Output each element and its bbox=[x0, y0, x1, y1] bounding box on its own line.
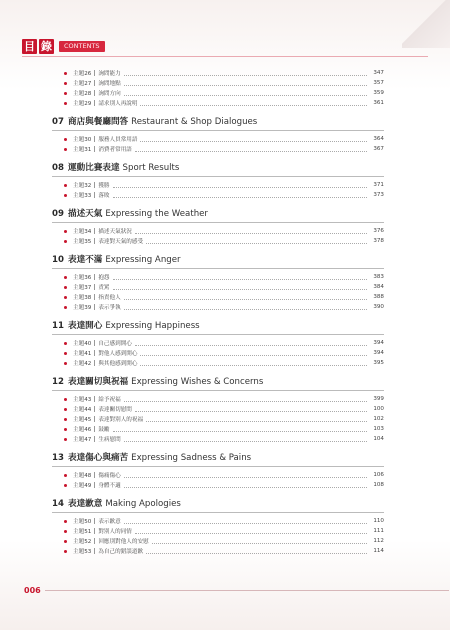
entry-page: 104 bbox=[373, 436, 384, 442]
entry-separator bbox=[94, 294, 95, 300]
dot-leader bbox=[113, 183, 367, 188]
toc-section bbox=[52, 319, 384, 368]
section-title-en: Expressing Sadness & Pains bbox=[131, 453, 252, 463]
entry-separator bbox=[94, 406, 95, 412]
toc-entry[interactable] bbox=[62, 338, 384, 348]
entry-unit: 主題37 bbox=[73, 285, 92, 291]
entry-unit: 主題35 bbox=[73, 239, 92, 245]
dot-leader bbox=[124, 437, 367, 442]
dot-leader bbox=[146, 549, 367, 554]
bullet-icon bbox=[64, 72, 67, 75]
entry-title: 為自己的錯誤道歉 bbox=[98, 549, 144, 555]
toc-entry[interactable] bbox=[62, 144, 384, 154]
dot-leader bbox=[146, 239, 367, 244]
entry-separator bbox=[94, 228, 95, 234]
dot-leader bbox=[135, 407, 367, 412]
entry-separator bbox=[94, 136, 95, 142]
entry-separator bbox=[94, 80, 95, 86]
table-of-contents bbox=[52, 68, 384, 563]
entry-page: 112 bbox=[373, 538, 384, 544]
entry-title: 對別人的同情 bbox=[98, 529, 132, 535]
page-number: 006 bbox=[24, 586, 41, 595]
entry-separator bbox=[94, 436, 95, 442]
section-title bbox=[52, 375, 384, 391]
section-title-en: Sport Results bbox=[122, 163, 180, 173]
entry-unit: 主題26 bbox=[73, 71, 92, 77]
bullet-icon bbox=[64, 474, 67, 477]
entry-unit: 主題44 bbox=[73, 407, 92, 413]
entry-page: 373 bbox=[373, 192, 384, 198]
entry-separator bbox=[94, 192, 95, 198]
toc-entry[interactable] bbox=[62, 414, 384, 424]
entry-unit: 主題49 bbox=[73, 483, 92, 489]
entry-separator bbox=[94, 304, 95, 310]
dot-leader bbox=[140, 101, 367, 106]
entry-unit: 主題52 bbox=[73, 539, 92, 545]
entry-unit: 主題32 bbox=[73, 183, 92, 189]
entry-page: 106 bbox=[373, 472, 384, 478]
header-title-char-1: 目 bbox=[24, 39, 35, 53]
entry-title: 表達關切慰問 bbox=[98, 407, 132, 413]
toc-entry[interactable] bbox=[62, 434, 384, 444]
section-title-en: Making Apologies bbox=[105, 499, 181, 509]
entry-unit: 主題41 bbox=[73, 351, 92, 357]
entry-unit: 主題43 bbox=[73, 397, 92, 403]
dot-leader bbox=[113, 193, 367, 198]
entry-title: 詢問能力 bbox=[98, 71, 121, 77]
bullet-icon bbox=[64, 540, 67, 543]
entry-page: 388 bbox=[373, 294, 384, 300]
entry-page: 384 bbox=[373, 284, 384, 290]
entry-title: 傷痛傷心 bbox=[98, 473, 121, 479]
entry-page: 361 bbox=[373, 100, 384, 106]
entry-title: 詢問方向 bbox=[98, 91, 121, 97]
dot-leader bbox=[124, 71, 367, 76]
bullet-icon bbox=[64, 362, 67, 365]
entry-title: 落敗 bbox=[98, 193, 110, 199]
entry-page: 102 bbox=[373, 416, 384, 422]
bullet-icon bbox=[64, 148, 67, 151]
entry-page: 390 bbox=[373, 304, 384, 310]
section-title-zh: 表達傷心與痛苦 bbox=[67, 453, 129, 463]
entry-unit: 主題28 bbox=[73, 91, 92, 97]
toc-entry[interactable] bbox=[62, 480, 384, 490]
dot-leader bbox=[140, 351, 367, 356]
toc-entry[interactable] bbox=[62, 358, 384, 368]
toc-entry[interactable] bbox=[62, 226, 384, 236]
section-title-zh: 描述天氣 bbox=[67, 209, 103, 219]
dot-leader bbox=[152, 539, 367, 544]
section-title bbox=[52, 161, 384, 177]
section-title bbox=[52, 207, 384, 223]
page-header bbox=[22, 38, 105, 54]
entry-title: 服務人員常用語 bbox=[98, 137, 138, 143]
entry-separator bbox=[94, 482, 95, 488]
entry-page: 111 bbox=[373, 528, 384, 534]
dot-leader bbox=[124, 305, 367, 310]
section-title bbox=[52, 253, 384, 269]
entry-title: 描述天氣狀況 bbox=[98, 229, 132, 235]
entry-title: 給予祝福 bbox=[98, 397, 121, 403]
bullet-icon bbox=[64, 184, 67, 187]
dot-leader bbox=[135, 529, 367, 534]
entry-separator bbox=[94, 146, 95, 152]
entry-page: 108 bbox=[373, 482, 384, 488]
toc-entry[interactable] bbox=[62, 282, 384, 292]
section-number: 11 bbox=[52, 321, 64, 331]
section-title-zh: 商店與餐廳問答 bbox=[67, 117, 129, 127]
dot-leader bbox=[135, 229, 367, 234]
entry-separator bbox=[94, 238, 95, 244]
entry-separator bbox=[94, 396, 95, 402]
bullet-icon bbox=[64, 92, 67, 95]
section-title bbox=[52, 115, 384, 131]
entry-unit: 主題47 bbox=[73, 437, 92, 443]
section-number: 10 bbox=[52, 255, 64, 265]
entry-page: 383 bbox=[373, 274, 384, 280]
dot-leader bbox=[124, 519, 367, 524]
entry-page: 103 bbox=[373, 426, 384, 432]
dot-leader bbox=[124, 295, 367, 300]
entry-separator bbox=[94, 340, 95, 346]
toc-entry[interactable] bbox=[62, 134, 384, 144]
toc-section bbox=[52, 115, 384, 154]
toc-entry[interactable] bbox=[62, 180, 384, 190]
bullet-icon bbox=[64, 138, 67, 141]
entry-title: 獲勝 bbox=[98, 183, 110, 189]
toc-section bbox=[62, 68, 384, 108]
section-title-en: Expressing Wishes & Concerns bbox=[131, 377, 264, 387]
entry-page: 359 bbox=[373, 90, 384, 96]
entry-separator bbox=[94, 426, 95, 432]
entry-title: 責罵 bbox=[98, 285, 110, 291]
entry-separator bbox=[94, 360, 95, 366]
entry-separator bbox=[94, 100, 95, 106]
entry-page: 394 bbox=[373, 350, 384, 356]
bullet-icon bbox=[64, 520, 67, 523]
entry-separator bbox=[94, 274, 95, 280]
bullet-icon bbox=[64, 240, 67, 243]
toc-section bbox=[52, 253, 384, 312]
entry-page: 357 bbox=[373, 80, 384, 86]
bullet-icon bbox=[64, 82, 67, 85]
entry-separator bbox=[94, 284, 95, 290]
entry-title: 表示爭執 bbox=[98, 305, 121, 311]
entry-page: 376 bbox=[373, 228, 384, 234]
header-tag: CONTENTS bbox=[59, 41, 105, 52]
entry-title: 表示歉意 bbox=[98, 519, 121, 525]
entry-title: 指責他人 bbox=[98, 295, 121, 301]
entry-title: 自己感到開心 bbox=[98, 341, 132, 347]
dot-leader bbox=[140, 137, 367, 142]
page-corner-decoration bbox=[402, 0, 450, 48]
bullet-icon bbox=[64, 276, 67, 279]
entry-unit: 主題46 bbox=[73, 427, 92, 433]
section-number: 13 bbox=[52, 453, 64, 463]
header-rule bbox=[22, 56, 428, 57]
entry-unit: 主題33 bbox=[73, 193, 92, 199]
dot-leader bbox=[135, 341, 367, 346]
bullet-icon bbox=[64, 286, 67, 289]
section-title-en: Expressing the Weather bbox=[105, 209, 208, 219]
bullet-icon bbox=[64, 102, 67, 105]
entry-unit: 主題48 bbox=[73, 473, 92, 479]
section-number: 08 bbox=[52, 163, 64, 173]
section-number: 07 bbox=[52, 117, 64, 127]
toc-section bbox=[52, 161, 384, 200]
toc-entry[interactable] bbox=[62, 394, 384, 404]
entry-separator bbox=[94, 416, 95, 422]
entry-unit: 主題40 bbox=[73, 341, 92, 347]
section-number: 14 bbox=[52, 499, 64, 509]
toc-section bbox=[52, 375, 384, 444]
toc-entry[interactable] bbox=[62, 526, 384, 536]
entry-unit: 主題53 bbox=[73, 549, 92, 555]
entry-unit: 主題30 bbox=[73, 137, 92, 143]
entry-unit: 主題34 bbox=[73, 229, 92, 235]
section-title-zh: 表達開心 bbox=[67, 321, 103, 331]
entry-separator bbox=[94, 90, 95, 96]
entry-page: 395 bbox=[373, 360, 384, 366]
entry-page: 399 bbox=[373, 396, 384, 402]
section-title-en: Expressing Happiness bbox=[105, 321, 200, 331]
section-title-zh: 運動比賽表達 bbox=[67, 163, 120, 173]
entry-page: 100 bbox=[373, 406, 384, 412]
dot-leader bbox=[113, 285, 367, 290]
toc-entry[interactable] bbox=[62, 78, 384, 88]
dot-leader bbox=[113, 427, 367, 432]
toc-entry[interactable] bbox=[62, 470, 384, 480]
bullet-icon bbox=[64, 550, 67, 553]
entry-title: 請求別人再說明 bbox=[98, 101, 138, 107]
entry-page: 378 bbox=[373, 238, 384, 244]
entry-separator bbox=[94, 182, 95, 188]
entry-unit: 主題27 bbox=[73, 81, 92, 87]
bullet-icon bbox=[64, 194, 67, 197]
toc-entry[interactable] bbox=[62, 516, 384, 526]
entry-unit: 主題31 bbox=[73, 147, 92, 153]
page-footer bbox=[24, 586, 449, 595]
bullet-icon bbox=[64, 306, 67, 309]
header-title-char-2: 錄 bbox=[41, 39, 52, 53]
entry-title: 消費者常用語 bbox=[98, 147, 132, 153]
entry-title: 生病慰問 bbox=[98, 437, 121, 443]
toc-section bbox=[52, 451, 384, 490]
dot-leader bbox=[124, 397, 367, 402]
section-title-zh: 表達歉意 bbox=[67, 499, 103, 509]
dot-leader bbox=[124, 81, 367, 86]
dot-leader bbox=[140, 361, 367, 366]
bullet-icon bbox=[64, 352, 67, 355]
entry-separator bbox=[94, 350, 95, 356]
toc-section bbox=[52, 497, 384, 556]
entry-page: 367 bbox=[373, 146, 384, 152]
bullet-icon bbox=[64, 484, 67, 487]
dot-leader bbox=[124, 473, 367, 478]
section-title-en: Restaurant & Shop Dialogues bbox=[131, 117, 258, 127]
toc-entry[interactable] bbox=[62, 236, 384, 246]
entry-unit: 主題51 bbox=[73, 529, 92, 535]
toc-entry[interactable] bbox=[62, 536, 384, 546]
footer-rule bbox=[45, 590, 449, 591]
bullet-icon bbox=[64, 428, 67, 431]
entry-unit: 主題29 bbox=[73, 101, 92, 107]
toc-entry[interactable] bbox=[62, 546, 384, 556]
entry-title: 抱怨 bbox=[98, 275, 110, 281]
entry-unit: 主題42 bbox=[73, 361, 92, 367]
entry-page: 110 bbox=[373, 518, 384, 524]
bullet-icon bbox=[64, 296, 67, 299]
toc-entry[interactable] bbox=[62, 348, 384, 358]
entry-separator bbox=[94, 472, 95, 478]
toc-entry[interactable] bbox=[62, 68, 384, 78]
bullet-icon bbox=[64, 438, 67, 441]
toc-entry[interactable] bbox=[62, 424, 384, 434]
entry-unit: 主題50 bbox=[73, 519, 92, 525]
dot-leader bbox=[135, 147, 367, 152]
dot-leader bbox=[124, 91, 367, 96]
entry-unit: 主題39 bbox=[73, 305, 92, 311]
bullet-icon bbox=[64, 530, 67, 533]
entry-page: 347 bbox=[373, 70, 384, 76]
toc-entry[interactable] bbox=[62, 98, 384, 108]
section-number: 12 bbox=[52, 377, 64, 387]
entry-page: 114 bbox=[373, 548, 384, 554]
dot-leader bbox=[146, 417, 367, 422]
toc-entry[interactable] bbox=[62, 302, 384, 312]
section-title-zh: 表達不滿 bbox=[67, 255, 103, 265]
entry-title: 詢問地點 bbox=[98, 81, 121, 87]
section-title bbox=[52, 497, 384, 513]
entry-title: 回應別對他人的安慰 bbox=[98, 539, 149, 545]
toc-section bbox=[52, 207, 384, 246]
entry-page: 371 bbox=[373, 182, 384, 188]
entry-unit: 主題45 bbox=[73, 417, 92, 423]
entry-separator bbox=[94, 548, 95, 554]
section-title bbox=[52, 451, 384, 467]
bullet-icon bbox=[64, 398, 67, 401]
entry-separator bbox=[94, 70, 95, 76]
entry-separator bbox=[94, 538, 95, 544]
entry-title: 對他人感到開心 bbox=[98, 351, 138, 357]
entry-separator bbox=[94, 518, 95, 524]
entry-page: 364 bbox=[373, 136, 384, 142]
entry-title: 身體不適 bbox=[98, 483, 121, 489]
toc-entry[interactable] bbox=[62, 292, 384, 302]
section-title-zh: 表達關切與祝福 bbox=[67, 377, 129, 387]
bullet-icon bbox=[64, 230, 67, 233]
toc-entry[interactable] bbox=[62, 88, 384, 98]
bullet-icon bbox=[64, 408, 67, 411]
dot-leader bbox=[113, 275, 367, 280]
entry-page: 394 bbox=[373, 340, 384, 346]
entry-title: 表達對別人的祝福 bbox=[98, 417, 144, 423]
bullet-icon bbox=[64, 342, 67, 345]
dot-leader bbox=[124, 483, 367, 488]
entry-title: 表達對天氣的感受 bbox=[98, 239, 144, 245]
bullet-icon bbox=[64, 418, 67, 421]
toc-entry[interactable] bbox=[62, 272, 384, 282]
entry-title: 與其他感到開心 bbox=[98, 361, 138, 367]
entry-unit: 主題36 bbox=[73, 275, 92, 281]
entry-unit: 主題38 bbox=[73, 295, 92, 301]
entry-title: 鼓勵 bbox=[98, 427, 110, 433]
entry-separator bbox=[94, 528, 95, 534]
toc-entry[interactable] bbox=[62, 404, 384, 414]
section-number: 09 bbox=[52, 209, 64, 219]
toc-entry[interactable] bbox=[62, 190, 384, 200]
section-title-en: Expressing Anger bbox=[105, 255, 181, 265]
section-title bbox=[52, 319, 384, 335]
